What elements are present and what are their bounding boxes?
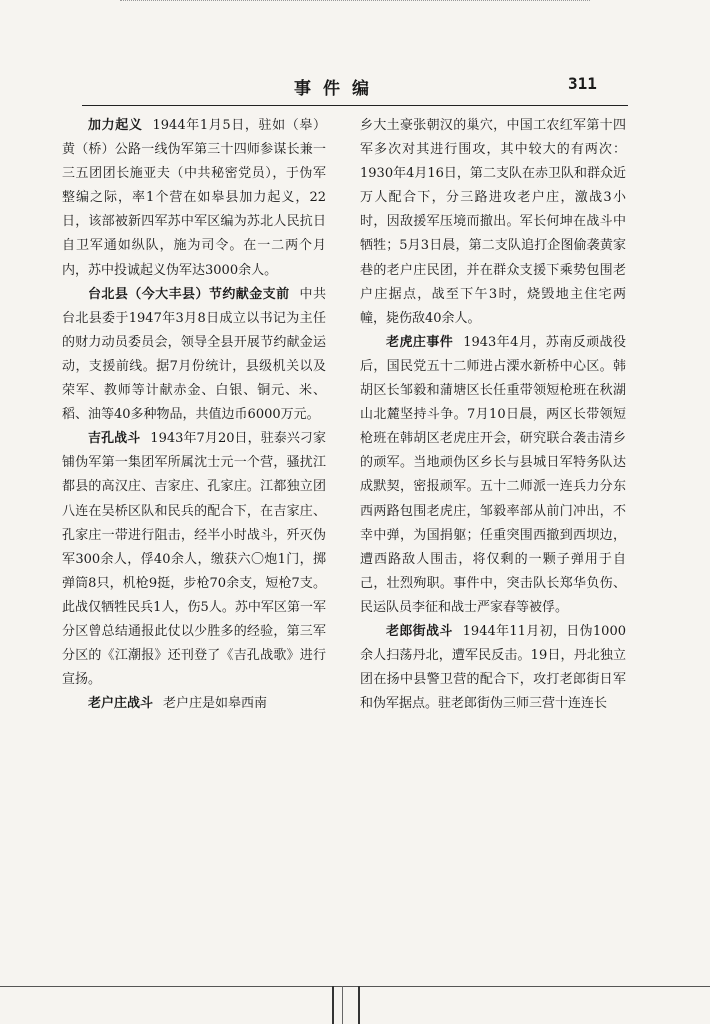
right-column [360, 114, 626, 716]
entry-continuation [360, 114, 626, 331]
entry-heading: 老虎庄事件 [386, 334, 454, 350]
book-binding [332, 986, 360, 1024]
entry-text: 1944年11月初，日伪1000余人扫荡丹北，遭军民反击。19日，丹北独立团在扬中县警卫营的配合下，攻打老郎街日军和伪军据点。驻老郎街伪三师三营十连连长 [360, 623, 626, 712]
entry-paragraph [62, 692, 326, 716]
entry-paragraph [360, 331, 626, 620]
entry-heading: 加力起义 [88, 118, 143, 133]
entry-paragraph [62, 114, 326, 283]
running-header-title: 事件编 [294, 79, 381, 99]
entry-paragraph [62, 283, 326, 428]
left-column [62, 114, 326, 716]
entry-text: 1943年7月20日，驻泰兴刁家铺伪军第一集团军所属沈士元一个营，骚扰江都县的高汉庄、吉家庄、孔家庄。江都独立团八连在吴桥区队和民兵的配合下，在吉家庄、孔家庄一带进行阻击，经半小时战斗，歼灭伪军300余人，俘40余人，缴获六〇炮1门，掷弹筒8只，机枪9挺，步枪70余支，短枪7支。此战仅牺牲民兵1人，伤5人。苏中军区第一军分区曾总结通报此仗以少胜多的经验，第三军分区的《江潮报》还刊登了《吉孔战歌》进行宣扬。 [62, 431, 326, 688]
entry-text: 1944年1月5日，驻如（皋）黄（桥）公路一线伪军第三十四师参谋长兼一三五团团长施亚夫（中共秘密党员），于伪军整编之际，率1个营在如皋县加力起义，22日，该部被新四军苏中军区编为苏北人民抗日自卫军通如纵队，施为司令。在一二两个月内，苏中投诚起义伪军达3000余人。 [62, 118, 326, 278]
entry-text: 老户庄是如皋西南 [163, 696, 268, 712]
entry-paragraph [62, 427, 326, 692]
entry-text: 乡大土豪张朝汉的巢穴，中国工农红军第十四军多次对其进行围攻，其中较大的有两次：1930年4月16日，第二支队在赤卫队和群众近万人配合下，分三路进攻老户庄，激战3小时，因敌援军压境而撤出。军长何坤在战斗中牺牲；5月3日晨，第二支队追打企图偷袭黄家巷的老户庄民团，并在群众支援下乘势包围老户庄据点，战至下午3时，烧毁地主住宅两幢，毙伤敌40余人。 [360, 118, 626, 326]
entry-heading: 吉孔战斗 [88, 431, 141, 447]
page-number: 311 [568, 74, 597, 93]
entry-text: 1943年4月，苏南反顽战役后，国民党五十二师进占溧水新桥中心区。韩胡区长邹毅和蒲塘区长任重带领短枪班在秋湖山北麓坚持斗争。7月10日晨，两区长带领短枪班在韩胡区老虎庄开会，研究联合袭击清乡的顽军。当地顽伪区乡长与县城日军特务队达成默契，密报顽军。五十二师派一连兵力分东西两路包围老虎庄，邹毅率部从前门冲出，不幸中弹，为国捐躯；任重突围西撤到西坝边，遭西路敌人围击，将仅剩的一颗子弹用于自己，壮烈殉职。事件中，突击队长郑华负伤、民运队员李征和战士严家春等被俘。 [360, 334, 626, 615]
header-rule [82, 105, 628, 106]
top-edge-rule [120, 0, 590, 4]
entry-text: 中共台北县委于1947年3月8日成立以书记为主任的财力动员委员会，领导全县开展节约献金运动，支援前线。据7月份统计，县级机关以及荣军、教师等计献赤金、白银、铜元、米、稻、油等40多种物品，共值边币6000万元。 [62, 286, 326, 423]
entry-paragraph [360, 620, 626, 716]
entry-heading: 台北县（今大丰县）节约献金支前 [88, 286, 290, 302]
entry-heading: 老郎街战斗 [386, 623, 453, 639]
entry-heading: 老户庄战斗 [88, 696, 154, 712]
